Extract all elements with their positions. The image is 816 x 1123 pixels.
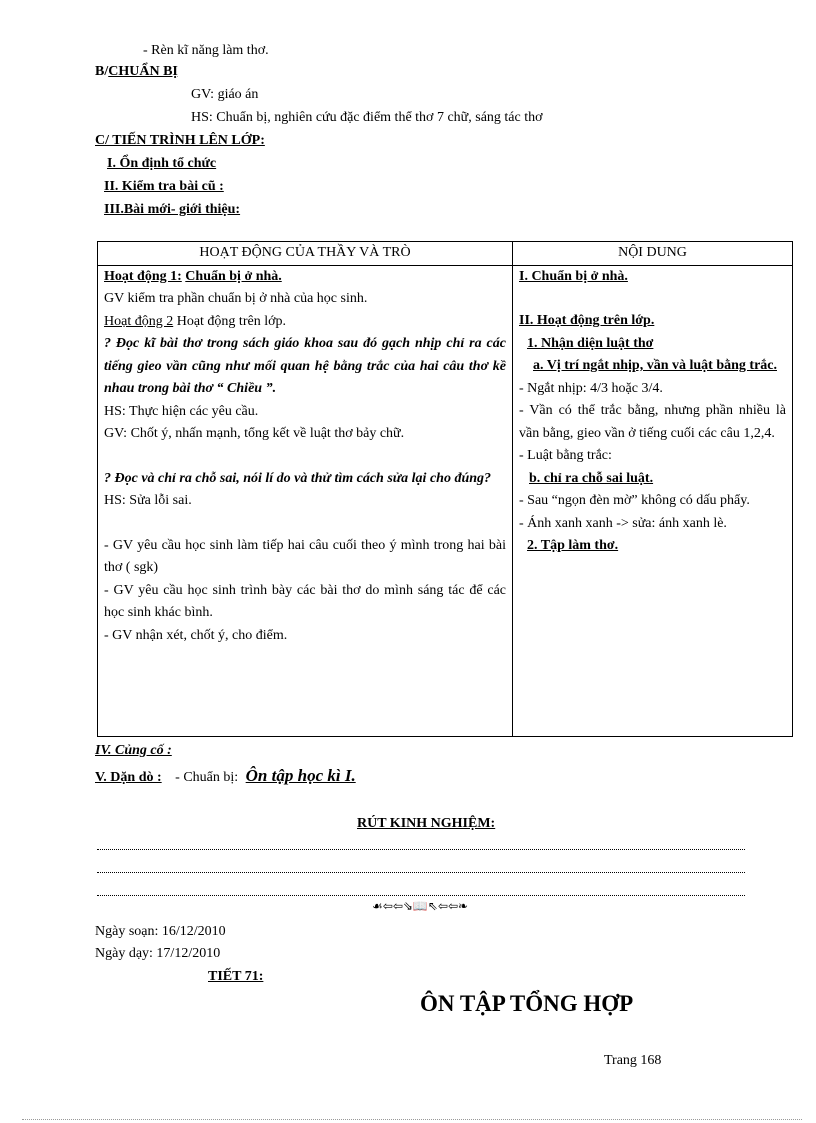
table-row: [98, 265, 793, 736]
gv-request-1: - GV yêu cầu học sinh làm tiếp hai câu cuối theo ý mình trong hai bài thơ ( sgk): [104, 537, 506, 575]
content-sub-1: 1. Nhận diện luật thơ: [527, 335, 654, 351]
section-b-label: B/: [95, 64, 109, 79]
hs-do: HS: Thực hiện các yêu cầu.: [104, 403, 259, 419]
page-number: Trang 168: [604, 1053, 662, 1068]
content-van: - Vần có thể trắc bằng, nhưng phần nhiều là vần bằng, gieo vần ở tiếng cuối các câu 1,2,4.: [519, 403, 786, 441]
content-sub-a: a. Vị trí ngắt nhịp, vần và luật bằng trắc.: [533, 358, 777, 373]
hd2-title: Hoạt động trên lớp.: [173, 313, 286, 329]
item-bai-moi: III.Bài mới- giới thiệu:: [104, 202, 241, 217]
section-c-title: C/ TIẾN TRÌNH LÊN LỚP:: [95, 133, 265, 148]
activities-cell: [98, 265, 513, 736]
top-note: - Rèn kĩ năng làm thơ.: [143, 43, 269, 58]
gv-request-2: - GV yêu cầu học sinh trình bày các bài thơ do mình sáng tác để các học sinh khác bình.: [104, 582, 506, 620]
gv-summary: GV: Chốt ý, nhấn mạnh, tổng kết về luật thơ bảy chữ.: [104, 426, 405, 441]
content-luat: - Luật bằng trắc:: [519, 448, 612, 463]
content-cell: [513, 265, 793, 736]
dotted-line: [97, 895, 745, 896]
section-b-heading: [95, 64, 178, 80]
content-i-title: I. Chuẩn bị ở nhà.: [519, 268, 628, 284]
rkn-title: RÚT KINH NGHIỆM:: [357, 816, 496, 831]
section-v-label: V. Dặn dò :: [95, 770, 162, 785]
content-sau: - Sau “ngọn đèn mờ” không có dấu phẩy.: [519, 493, 750, 508]
section-v-task: Ôn tập học kì I.: [245, 766, 356, 785]
dotted-line: [97, 872, 745, 873]
prep-gv: GV: giáo án: [191, 87, 259, 102]
section-v-prefix: - Chuẩn bị:: [175, 770, 239, 785]
lesson-table: [97, 241, 793, 737]
item-kiem-tra: II. Kiểm tra bài cũ :: [104, 179, 224, 194]
ngay-day: Ngày dạy: 17/12/2010: [95, 946, 221, 961]
section-iv: IV. Củng cố :: [95, 743, 172, 758]
hd1-label: Hoạt động 1:: [104, 268, 182, 284]
hd1-line: [104, 266, 506, 289]
content-sub-2: 2. Tập làm thơ.: [527, 538, 619, 553]
content-sub-b: b. chỉ ra chỗ sai luật.: [529, 470, 654, 486]
content-ii-title: II. Hoạt động trên lớp.: [519, 313, 655, 328]
section-v: [95, 766, 356, 786]
hd2-label: Hoạt động 2: [104, 313, 174, 329]
prep-hs: HS: Chuẩn bị, nghiên cứu đặc điểm thể thơ 7 chữ, sáng tác thơ: [191, 110, 543, 125]
header-content: NỘI DUNG: [513, 242, 793, 266]
footer-dotted-line: [22, 1119, 802, 1120]
tiet-label: TIẾT 71:: [208, 969, 264, 984]
lesson-title: ÔN TẬP TỔNG HỢP: [420, 991, 634, 1016]
content-ngat-nhip: - Ngắt nhịp: 4/3 hoặc 3/4.: [519, 380, 663, 396]
question-2: ? Đọc và chỉ ra chỗ sai, nói lí do và thử tìm cách sửa lại cho đúng?: [104, 470, 492, 486]
ornament-divider: ☙⇦⇦⇘📖⇖⇦⇦❧: [372, 899, 469, 913]
item-on-dinh: I. Ổn định tổ chức: [107, 156, 217, 171]
gv-check: GV kiểm tra phần chuẩn bị ở nhà của học sinh.: [104, 291, 368, 306]
hd1-title: Chuẩn bị ở nhà.: [185, 268, 282, 284]
table-header-row: [98, 242, 793, 266]
gv-grade: - GV nhận xét, chốt ý, cho điểm.: [104, 627, 288, 643]
section-b-title: CHUẨN BỊ: [108, 64, 178, 79]
question-1: ? Đọc kĩ bài thơ trong sách giáo khoa sau đó gạch nhịp chỉ ra các tiếng gieo vần cũng như mối quan hệ bằng trắc của hai câu thơ kề nhau trong bài thơ “ Chiều ”.: [104, 336, 506, 396]
header-activities: HOẠT ĐỘNG CỦA THẦY VÀ TRÒ: [98, 242, 513, 266]
dotted-line: [97, 849, 745, 850]
hs-fix: HS: Sửa lỗi sai.: [104, 493, 192, 508]
content-anh: - Ánh xanh xanh -> sửa: ánh xanh lè.: [519, 515, 727, 531]
hd2-line: [104, 311, 506, 334]
ngay-soan: Ngày soạn: 16/12/2010: [95, 924, 226, 939]
